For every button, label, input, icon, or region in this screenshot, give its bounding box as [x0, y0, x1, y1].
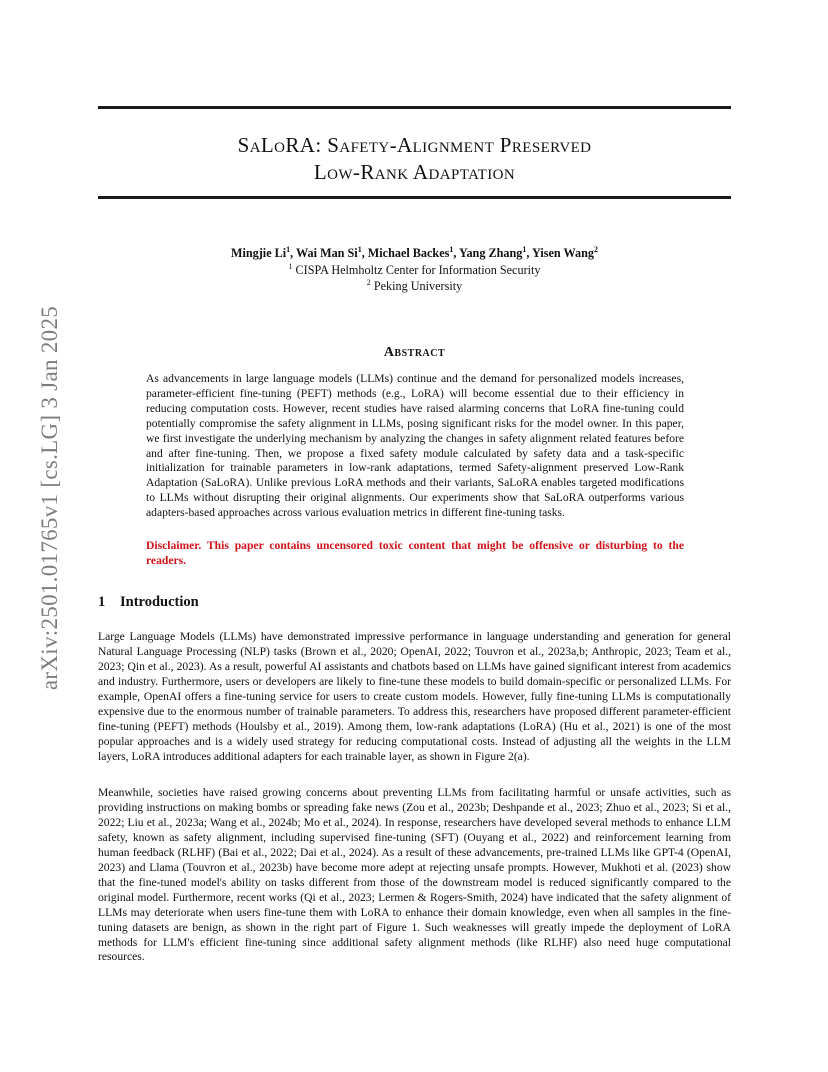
abstract-heading: Abstract: [383, 345, 446, 360]
section-number: 1: [98, 594, 106, 610]
author-affiliation-mark: 1: [357, 244, 362, 254]
author-name: Mingjie Li: [230, 246, 287, 260]
affiliation-mark: 1: [288, 261, 293, 271]
author-affiliation-mark: 1: [286, 244, 291, 254]
author-name: Yang Zhang: [459, 246, 523, 260]
author-name: Michael Backes: [367, 246, 450, 260]
title-rule-bottom: [98, 196, 731, 199]
paper-title-line1: SaLoRA: Safety-Alignment Preserved: [237, 133, 592, 157]
intro-paragraph-1: Large Language Models (LLMs) have demonstrated impressive performance in language understanding and generation for general Natural Language Processing (NLP) tasks (Brown et al., 2020; OpenAI, 2022; Touvron et al., 2023a,b; Anthropic, 2023; Team et al., 2023; Qin et al., 2023). As a result, powerful AI assistants and chatbots based on LLMs have gained significant interest from academics and industry. Furthermore, users or developers are likely to fine-tune these models to build domain-specific or personalized LLMs. For example, OpenAI offers a fine-tuning service for users to create custom models. However, fully fine-tuning LLMs is computationally expensive due to the enormous number of trainable parameters. To address this, researchers have proposed different parameter-efficient fine-tuning (PEFT) methods (Houlsby et al., 2019). Among them, low-rank adaptations (LoRA) (Hu et al., 2021) is one of the most popular approaches and is a widely used strategy for reducing computational costs. Instead of adjusting all the weights in the LLM layers, LoRA introduces additional adapters for each trainable layer, as shown in Figure 2(a).: [98, 630, 731, 763]
section-title: Introduction: [120, 594, 199, 610]
author-name: Yisen Wang: [532, 246, 594, 260]
author-affiliation-mark: 1: [449, 244, 454, 254]
affiliation-mark: 2: [366, 277, 371, 287]
affiliation-name: CISPA Helmholtz Center for Information Security: [295, 263, 541, 277]
arxiv-identifier: arXiv:2501.01765v1 [cs.LG] 3 Jan 2025: [37, 305, 62, 691]
affiliation-2: [98, 279, 731, 294]
author-affiliation-mark: 2: [594, 244, 598, 254]
author-name: Wai Man Si: [296, 246, 358, 260]
abstract-body: As advancements in large language models (LLMs) continue and the demand for personalized models increases, parameter-efficient fine-tuning (PEFT) methods (e.g., LoRA) will become essential due to their efficiency in reducing computation costs. However, recent studies have raised alarming concerns that LoRA fine-tuning could potentially compromise the safety alignment in LLMs, posing significant risks for the model owner. In this paper, we first investigate the underlying mechanism by analyzing the changes in safety alignment related features before and after fine-tuning. Then, we propose a fixed safety module calculated by safety data and a task-specific initialization for trainable parameters in low-rank adaptations, termed Safety-alignment preserved Low-Rank Adaptation (SaLoRA). Unlike previous LoRA methods and their variants, SaLoRA enables targeted modifications to LLMs without disrupting their original alignments. Our experiments show that SaLoRA outperforms various adapters-based approaches across various evaluation metrics in different fine-tuning tasks.: [146, 372, 684, 520]
intro-paragraph-2: Meanwhile, societies have raised growing concerns about preventing LLMs from facilitating harmful or unsafe activities, such as providing instructions on making bombs or spreading fake news (Zou et al., 2023b; Deshpande et al., 2023; Zhuo et al., 2023; Si et al., 2022; Liu et al., 2023a; Wang et al., 2024b; Mo et al., 2024). In response, researchers have developed several methods to enhance LLM safety, known as safety alignment, including supervised fine-tuning (SFT) (Ouyang et al., 2022) and reinforcement learning from human feedback (RLHF) (Bai et al., 2022; Dai et al., 2024). As a result of these advancements, pre-trained LLMs like GPT-4 (OpenAI, 2023) and Llama (Touvron et al., 2023b) have become more adept at rejecting unsafe prompts. However, Mukhoti et al. (2023) show that the fine-tuned model's ability on tasks different from those of the downstream model is reduced significantly compared to the original model. Furthermore, recent works (Qi et al., 2023; Lermen & Rogers-Smith, 2024) have indicated that the safety alignment of LLMs may deteriorate when users fine-tune them with LoRA to enhance their domain knowledge, even when all samples in the fine-tuning datasets are benign, as shown in the right part of Figure 1. Such weaknesses will greatly impede the deployment of LoRA methods for LLM's efficient fine-tuning since additional safety alignment methods (like RLHF) also need huge computational resources.: [98, 786, 731, 964]
title-rule-top: [98, 106, 731, 109]
section-heading: [98, 594, 199, 611]
paper-title-line2: Low-Rank Adaptation: [313, 160, 516, 184]
author-affiliation-mark: 1: [522, 244, 527, 254]
affiliation-name: Peking University: [373, 279, 463, 293]
content-disclaimer: Disclaimer. This paper contains uncensored toxic content that might be offensive or disturbing to the readers.: [146, 539, 684, 567]
author-list: Mingjie Li$^1$, Wai Man Si$^1$, Michael Backes$^1$, Yang Zhang$^1$, Yisen Wang$^2$: [230, 244, 598, 260]
affiliation-1: [98, 263, 731, 278]
